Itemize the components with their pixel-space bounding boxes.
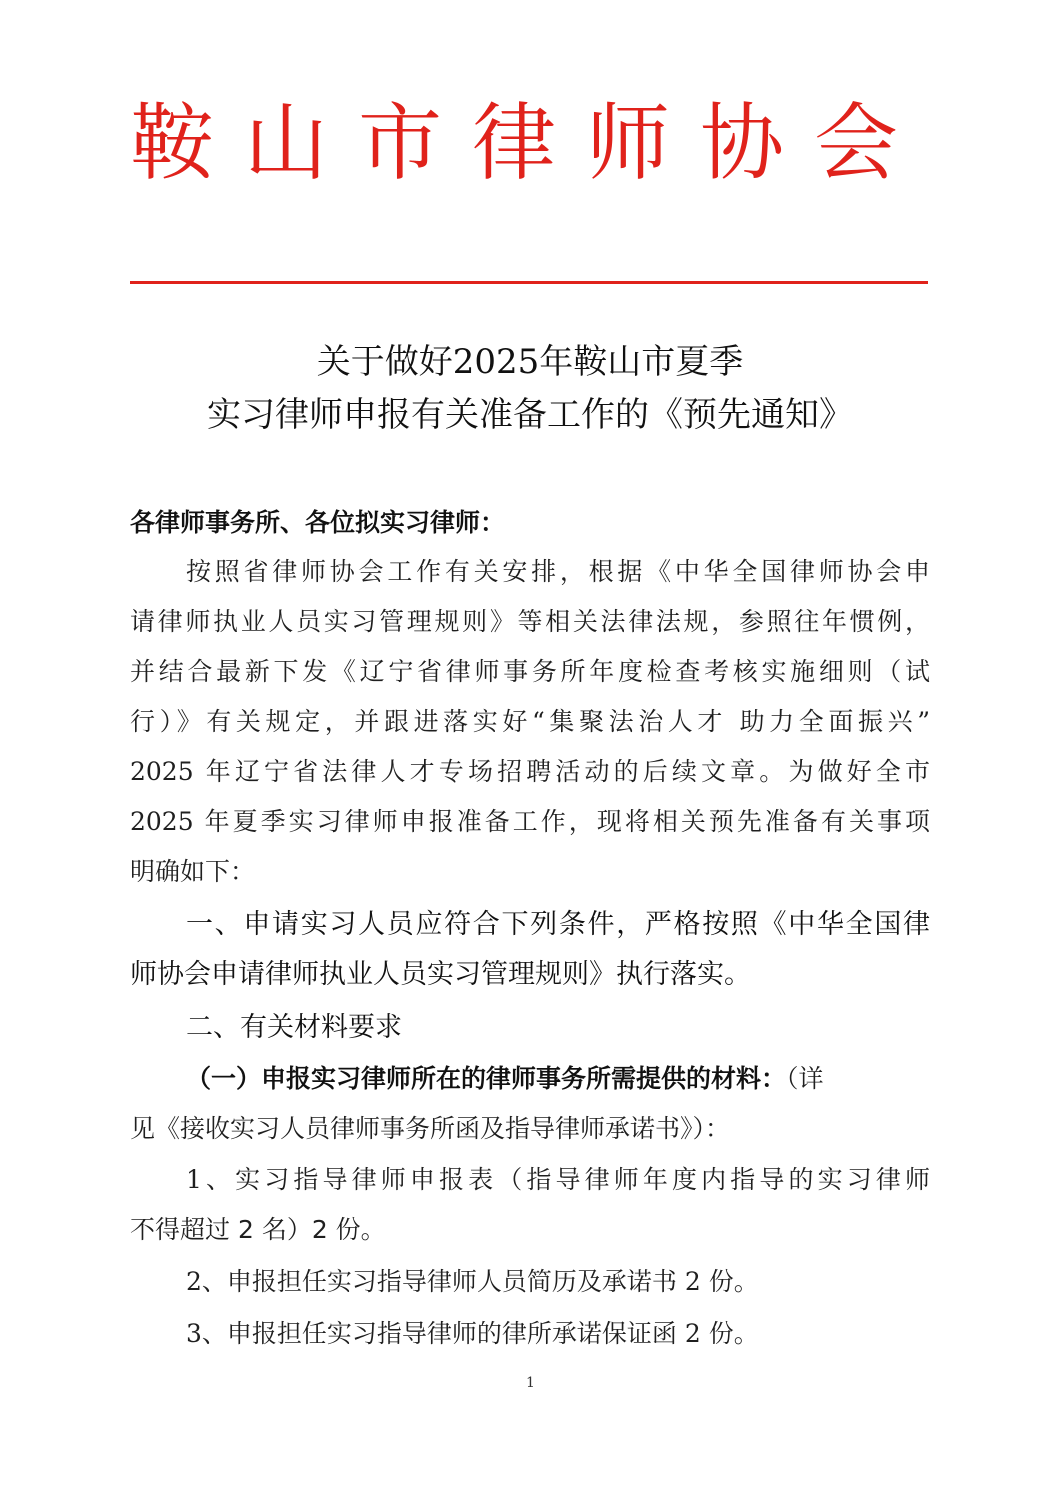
section-1-line-1: 一、申请实习人员应符合下列条件，严格按照《中华全国律 (186, 909, 930, 940)
intro-line-7: 明确如下： (130, 857, 256, 886)
subsection-1-heading: （一）申报实习律师所在的律师事务所需提供的材料： (186, 1064, 787, 1093)
intro-line-6: 2025 年夏季实习律师申报准备工作，现将相关预先准备有关事项 (130, 807, 930, 836)
intro-line-5: 2025 年辽宁省法律人才专场招聘活动的后续文章。为做好全市 (130, 757, 930, 786)
document-title-line-1: 关于做好2025年鞍山市夏季 (316, 342, 744, 382)
subsection-1-line-2: 见《接收实习人员律师事务所函及指导律师承诺书》）： (130, 1114, 731, 1143)
page-number: 1 (526, 1375, 535, 1391)
item-1-line-1: 1、实习指导律师申报表（指导律师年度内指导的实习律师 (186, 1165, 930, 1194)
intro-line-2: 请律师执业人员实习管理规则》等相关法律法规，参照往年惯例， (130, 607, 930, 636)
item-2: 2、申报担任实习指导律师人员简历及承诺书 2 份。 (186, 1267, 759, 1296)
salutation: 各律师事务所、各位拟实习律师： (130, 508, 506, 537)
section-1-line-2: 师协会申请律师执业人员实习管理规则》执行落实。 (130, 959, 751, 990)
organization-header: 鞍山市律师协会 (130, 94, 929, 192)
item-1-text-b: 超过 2 名）2 份。 (180, 1215, 386, 1244)
intro-line-3: 并结合最新下发《辽宁省律师事务所年度检查考核实施细则（试 (130, 657, 930, 686)
item-3: 3、申报担任实习指导律师的律所承诺保证函 2 份。 (186, 1319, 759, 1348)
red-divider-line (130, 281, 928, 284)
document-title-line-2: 实习律师申报有关准备工作的《预先通知》 (207, 395, 853, 435)
intro-line-4: 行）》有关规定，并跟进落实好“集聚法治人才 助力全面振兴” (130, 707, 930, 736)
subsection-1-note-start: （详 (786, 1064, 824, 1093)
item-1-text-a: 不得 (130, 1215, 181, 1244)
subsection-1-line-1 (130, 1059, 930, 1099)
section-2-heading: 二、有关材料要求 (186, 1012, 402, 1043)
intro-line-1: 按照省律师协会工作有关安排，根据《中华全国律师协会申 (186, 557, 930, 586)
item-1-line-2 (130, 1210, 930, 1250)
